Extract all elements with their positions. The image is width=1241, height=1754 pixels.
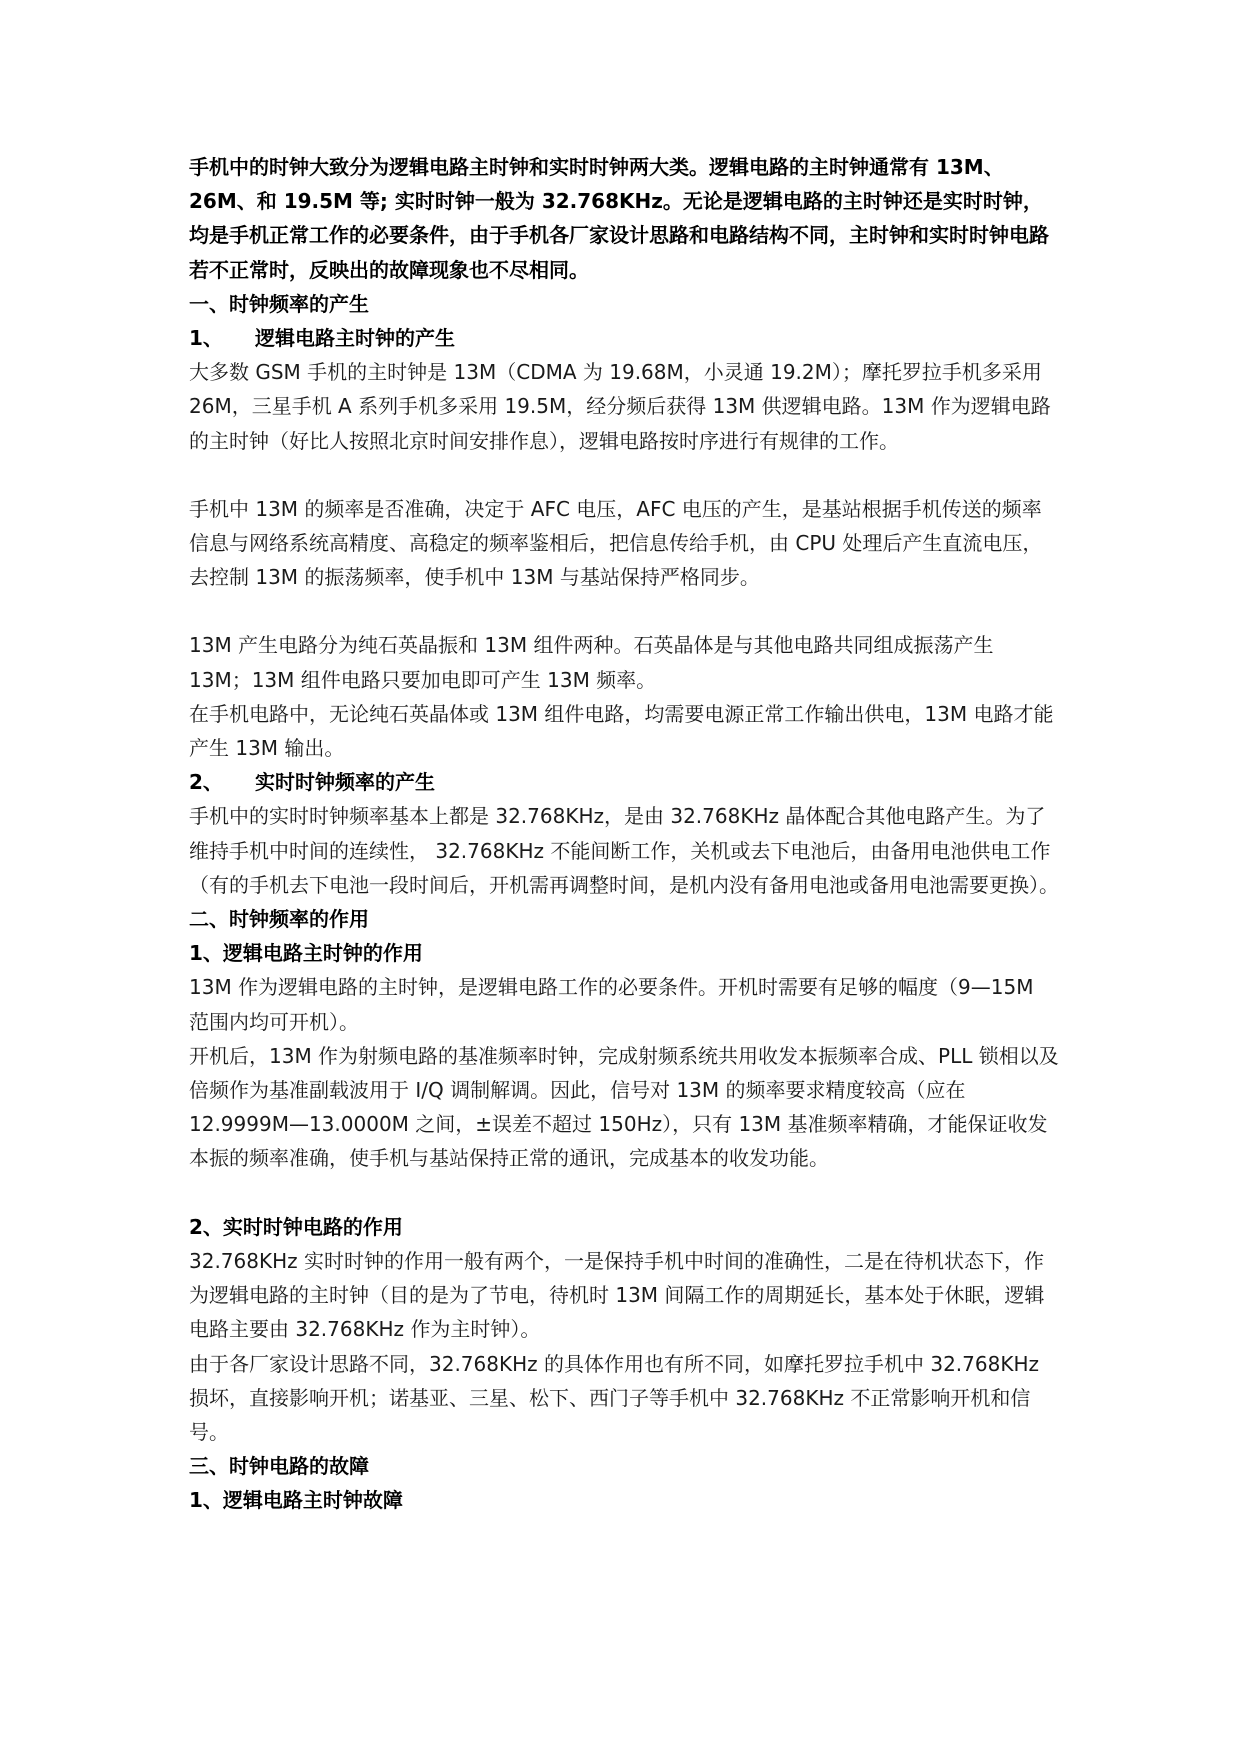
section-2-1-heading: 1、逻辑电路主时钟的作用	[189, 941, 423, 966]
section-2-heading: 二、时钟频率的作用	[189, 907, 369, 932]
section-2-2-heading: 2、实时时钟电路的作用	[189, 1214, 403, 1239]
section-1-2-number: 2、	[189, 770, 223, 795]
paragraph-13m-power-supply: 在手机电路中，无论纯石英晶体或 13M 组件电路，均需要电源正常工作输出供电，13M 电路才能产生 13M 输出。	[189, 701, 1054, 761]
section-1-1-title: 逻辑电路主时钟的产生	[255, 326, 455, 351]
paragraph-13m-rf-reference: 开机后，13M 作为射频电路的基准频率时钟，完成射频系统共用收发本振频率合成、PLL 锁相以及倍频作为基准副载波用于 I/Q 调制解调。因此，信号对 13M 的频率要求精度较高（应在 12.9999M—13.0000M 之间，±误差不超过 150Hz），只有 13M 基准频率精确，才能保证收发本振的频率准确，使手机与基站保持正常的通讯，完成基本的收发功能。	[189, 1043, 1059, 1171]
paragraph-rtc-manufacturer-differences: 由于各厂家设计思路不同，32.768KHz 的具体作用也有所不同，如摩托罗拉手机中 32.768KHz 损坏，直接影响开机；诺基亚、三星、松下、西门子等手机中 32.768KHz 不正常影响开机和信号。	[189, 1351, 1039, 1444]
section-3-1-heading: 1、逻辑电路主时钟故障	[189, 1488, 403, 1513]
section-1-1-number: 1、	[189, 326, 223, 351]
blank-line	[189, 594, 1059, 628]
document-page	[189, 150, 1059, 1518]
blank-line	[189, 458, 1059, 492]
paragraph-rtc-role: 32.768KHz 实时时钟的作用一般有两个，一是保持手机中时间的准确性，二是在待机状态下，作为逻辑电路的主时钟（目的是为了节电，待机时 13M 间隔工作的周期延长，基本处于休眠，逻辑电路主要由 32.768KHz 作为主时钟）。	[189, 1248, 1045, 1342]
blank-line	[189, 1176, 1059, 1210]
paragraph-afc-voltage: 手机中 13M 的频率是否准确，决定于 AFC 电压，AFC 电压的产生，是基站根据手机传送的频率信息与网络系统高精度、高稳定的频率鉴相后，把信息传给手机，由 CPU 处理后产生直流电压，去控制 13M 的振荡频率，使手机中 13M 与基站保持严格同步。	[189, 496, 1043, 590]
section-3-heading: 三、时钟电路的故障	[189, 1454, 369, 1479]
paragraph-main-clock-source: 大多数 GSM 手机的主时钟是 13M（CDMA 为 19.68M，小灵通 19.2M）；摩托罗拉手机多采用 26M，三星手机 A 系列手机多采用 19.5M，经分频后获得 13M 供逻辑电路。13M 作为逻辑电路的主时钟（好比人按照北京时间安排作息），逻辑电路按时序进行有规律的工作。	[189, 360, 1051, 453]
section-1-2-title: 实时时钟频率的产生	[255, 770, 435, 795]
section-1-heading: 一、时钟频率的产生	[189, 291, 369, 316]
paragraph-13m-role: 13M 作为逻辑电路的主时钟，是逻辑电路工作的必要条件。开机时需要有足够的幅度（9—15M 范围内均可开机）。	[189, 975, 1034, 1034]
intro-paragraph: 手机中的时钟大致分为逻辑电路主时钟和实时时钟两大类。逻辑电路的主时钟通常有 13M、26M、和 19.5M 等; 实时时钟一般为 32.768KHz。无论是逻辑电路的主时钟还是实时时钟，均是手机正常工作的必要条件，由于手机各厂家设计思路和电路结构不同，主时钟和实时时钟电路若不正常时，反映出的故障现象也不尽相同。	[189, 155, 1049, 282]
paragraph-rtc-generation: 手机中的实时时钟频率基本上都是 32.768KHz，是由 32.768KHz 晶体配合其他电路产生。为了维持手机中时间的连续性， 32.768KHz 不能间断工作，关机或去下电池后，由备用电池供电工作（有的手机去下电池一段时间后，开机需再调整时间，是机内没有备用电池或备用电池需要更换）。	[189, 804, 1059, 897]
section-1-1-heading	[189, 321, 1059, 355]
paragraph-13m-circuit-types: 13M 产生电路分为纯石英晶振和 13M 组件两种。石英晶体是与其他电路共同组成振荡产生 13M；13M 组件电路只要加电即可产生 13M 频率。	[189, 633, 994, 692]
section-1-2-heading	[189, 765, 1059, 799]
